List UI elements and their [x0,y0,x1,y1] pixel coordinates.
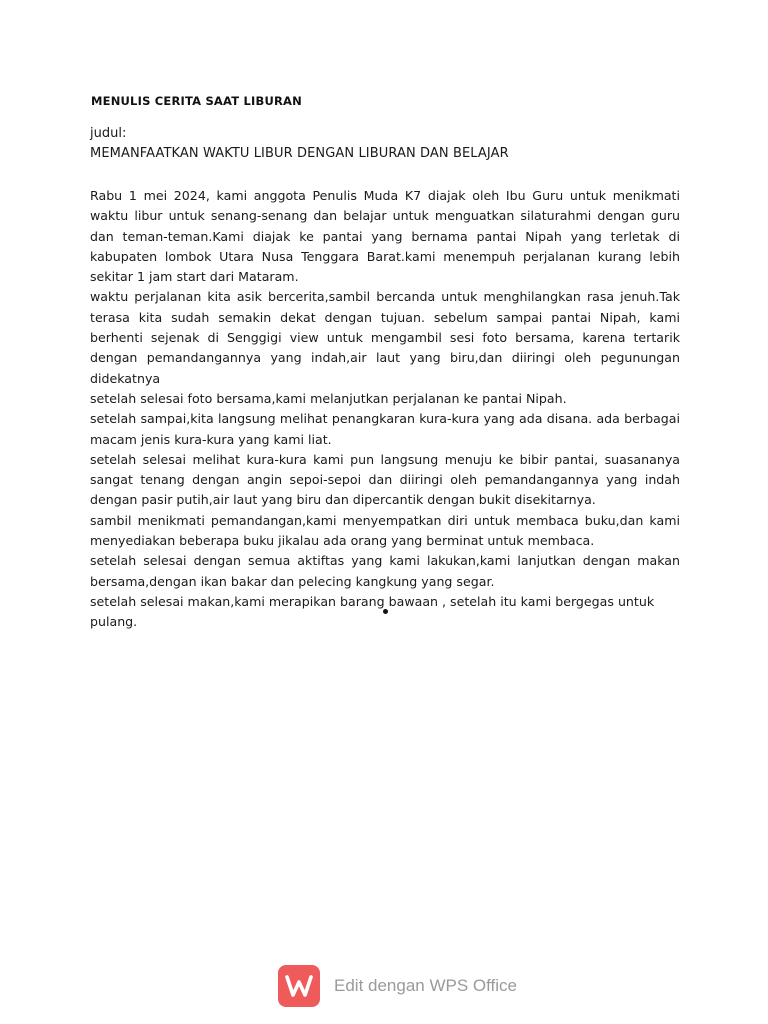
paragraph-7: setelah selesai dengan semua aktiftas yang kami lakukan,kami lanjutkan dengan makan bersama,dengan ikan bakar dan pelecing kangkung yang segar. [90,553,680,589]
wps-edit-label[interactable]: Edit dengan WPS Office [334,976,518,995]
paragraph-8: setelah selesai makan,kami merapikan barang bawaan , setelah itu kami bergegas untuk pulang. [90,593,655,630]
paragraph-5: setelah selesai melihat kura-kura kami pun langsung menuju ke bibir pantai, suasananya sangat tenang dengan angin sepoi-sepoi dan diiringi oleh pemandangannya yang indah dengan pasir putih,air laut yang biru dan dipercantik dengan bukit disekitarnya. [90,451,680,508]
paragraph-4: setelah sampai,kita langsung melihat penangkaran kura-kura yang ada disana. ada berbagai macam jenis kura-kura yang kami liat. [90,411,680,447]
paragraph-2: waktu perjalanan kita asik bercerita,sambil bercanda untuk menghilangkan rasa jenuh.Tak terasa kita sudah semakin dekat dengan tujuan. sebelum sampai pantai Nipah, kami berhenti sejenak di Senggigi view untuk mengambil sesi foto bersama, karena tertarik dengan pemandangannya yang indah,air laut yang biru,dan diiringi oleh pegunungan didekatnya [90,289,680,386]
paragraph-3: setelah selesai foto bersama,kami melanjutkan perjalanan ke pantai Nipah. [90,390,567,406]
paragraph-6: sambil menikmati pemandangan,kami menyempatkan diri untuk membaca buku,dan kami menyediakan beberapa buku jikalau ada orang yang berminat untuk membaca. [90,512,680,549]
story-title: MEMANFAATKAN WAKTU LIBUR DENGAN LIBURAN DAN BELAJAR [90,146,509,161]
document-heading: MENULIS CERITA SAAT LIBURAN [91,94,302,108]
title-label: judul: [90,126,127,141]
wps-edit-banner[interactable] [278,965,517,1007]
paragraph-1: Rabu 1 mei 2024, kami anggota Penulis Muda K7 diajak oleh Ibu Guru untuk menikmati waktu libur untuk senang-senang dan belajar untuk menguatkan silaturahmi dengan guru dan teman-teman.Kami diajak ke pantai yang bernama pantai Nipah yang terletak di kabupaten lombok Utara Nusa Tenggara Barat.kami menempuh perjalanan kurang lebih sekitar 1 jam start dari Mataram. [90,188,680,285]
story-body [90,186,680,633]
bullet-dot [383,609,388,614]
wps-logo-icon [278,965,320,1007]
